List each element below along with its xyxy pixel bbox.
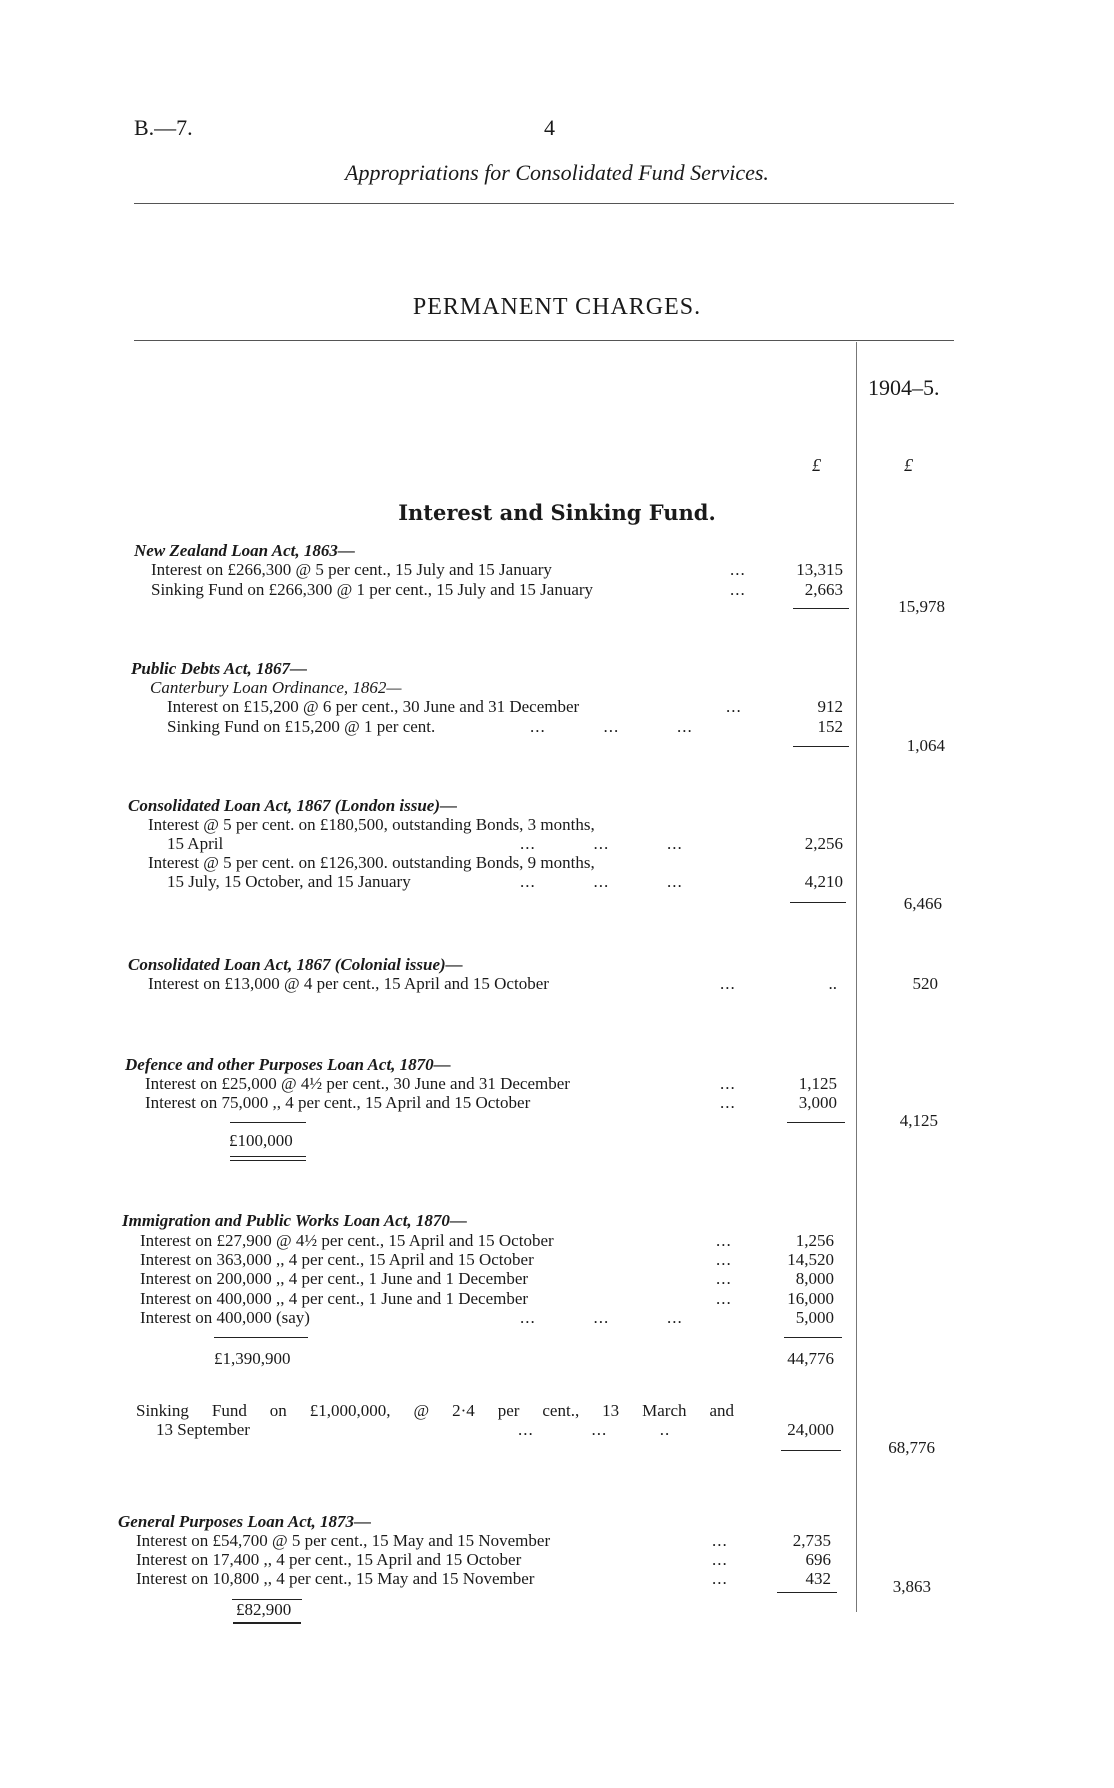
currency-label-total: £ xyxy=(904,455,913,475)
line-item: Interest on 400,000 ,, 4 per cent., 1 June and 1 December xyxy=(140,1289,529,1308)
act-title: Consolidated Loan Act, 1867 (Colonial issue)— xyxy=(128,955,463,974)
line-item: Interest on 200,000 ,, 4 per cent., 1 June and 1 December xyxy=(140,1269,529,1288)
line-amount: 696 xyxy=(805,1550,831,1569)
group-total: 6,466 xyxy=(903,894,942,913)
group-subtotal: 44,776 xyxy=(787,1349,834,1368)
act-title: Defence and other Purposes Loan Act, 1870— xyxy=(125,1055,451,1074)
section-heading: PERMANENT CHARGES. xyxy=(412,294,702,320)
capital-rule xyxy=(214,1337,308,1338)
leader-dots: ... xyxy=(730,560,746,579)
leader-dots: ... xyxy=(712,1550,728,1569)
line-amount: 912 xyxy=(817,697,843,716)
line-amount: 24,000 xyxy=(787,1420,834,1439)
line-amount: .. xyxy=(828,974,837,993)
line-item: Sinking Fund on £266,300 @ 1 per cent., 15 July and 15 January xyxy=(151,580,594,599)
leader-dots: ... xyxy=(720,1093,736,1112)
line-amount: 14,520 xyxy=(787,1250,834,1269)
loan-capital-total: £82,900 xyxy=(236,1600,292,1619)
line-item: Interest @ 5 per cent. on £180,500, outstanding Bonds, 3 months, xyxy=(148,815,595,834)
leader-dots: ... xyxy=(716,1231,732,1250)
line-item: Interest @ 5 per cent. on £126,300. outstanding Bonds, 9 months, xyxy=(148,853,595,872)
year-column-header: 1904–5. xyxy=(868,375,940,400)
line-amount: 1,256 xyxy=(795,1231,834,1250)
line-amount: 2,256 xyxy=(804,834,843,853)
line-amount: 3,000 xyxy=(798,1093,837,1112)
line-item: Interest on £266,300 @ 5 per cent., 15 July and 15 January xyxy=(151,560,552,579)
group-total: 3,863 xyxy=(892,1577,931,1596)
sum-rule xyxy=(787,1122,845,1123)
line-item: Interest on £15,200 @ 6 per cent., 30 June and 31 December xyxy=(167,697,580,716)
line-item: Interest on 10,800 ,, 4 per cent., 15 May and 15 November xyxy=(136,1569,535,1588)
group-total: 68,776 xyxy=(888,1438,935,1457)
group-total: 520 xyxy=(912,974,938,993)
leader-dots: ... ... .. xyxy=(518,1420,671,1439)
act-title: Immigration and Public Works Loan Act, 1870— xyxy=(122,1211,467,1230)
line-item: Interest on £54,700 @ 5 per cent., 15 May and 15 November xyxy=(136,1531,551,1550)
line-item: Interest on 75,000 ,, 4 per cent., 15 April and 15 October xyxy=(145,1093,531,1112)
line-item-continued: 15 April xyxy=(167,834,224,853)
loan-capital-total: £100,000 xyxy=(229,1131,293,1150)
line-amount: 432 xyxy=(805,1569,831,1588)
leader-dots: ... ... ... xyxy=(520,834,683,853)
leader-dots: ... xyxy=(712,1569,728,1588)
act-title: New Zealand Loan Act, 1863— xyxy=(134,541,355,560)
line-item: Interest on £27,900 @ 4½ per cent., 15 April and 15 October xyxy=(140,1231,554,1250)
leader-dots: ... xyxy=(716,1250,732,1269)
sum-rule xyxy=(793,608,849,609)
double-rule xyxy=(230,1156,306,1161)
line-item-continued: 13 September xyxy=(156,1420,250,1439)
leader-dots: ... xyxy=(712,1531,728,1550)
leader-dots: ... xyxy=(716,1289,732,1308)
line-item: Interest on £25,000 @ 4½ per cent., 30 June and 31 December xyxy=(145,1074,570,1093)
line-item-continued: 15 July, 15 October, and 15 January xyxy=(167,872,411,891)
page-number: 4 xyxy=(544,115,555,140)
act-title: Consolidated Loan Act, 1867 (London issue)— xyxy=(128,796,458,815)
line-item: Interest on 363,000 ,, 4 per cent., 15 April and 15 October xyxy=(140,1250,534,1269)
page-title: Appropriations for Consolidated Fund Services. xyxy=(345,160,769,185)
document-reference: B.—7. xyxy=(134,115,193,140)
line-amount: 13,315 xyxy=(796,560,843,579)
heading-rule xyxy=(134,340,954,341)
line-amount: 2,663 xyxy=(804,580,843,599)
line-amount: 152 xyxy=(817,717,843,736)
line-amount: 5,000 xyxy=(795,1308,834,1327)
loan-capital-total: £1,390,900 xyxy=(214,1349,291,1368)
line-item: Sinking Fund on £15,200 @ 1 per cent. xyxy=(167,717,436,736)
leader-dots: ... ... ... xyxy=(530,717,693,736)
group-total: 15,978 xyxy=(898,597,945,616)
leader-dots: ... xyxy=(730,580,746,599)
act-title: Public Debts Act, 1867— xyxy=(131,659,307,678)
line-item: Interest on £13,000 @ 4 per cent., 15 April and 15 October xyxy=(148,974,549,993)
line-item: Interest on 400,000 (say) xyxy=(140,1308,310,1327)
capital-rule xyxy=(230,1122,306,1123)
line-amount: 8,000 xyxy=(795,1269,834,1288)
leader-dots: ... xyxy=(716,1269,732,1288)
leader-dots: ... ... ... xyxy=(520,872,683,891)
leader-dots: ... xyxy=(720,1074,736,1093)
header-rule xyxy=(134,203,954,204)
sum-rule xyxy=(793,746,849,747)
act-title: General Purposes Loan Act, 1873— xyxy=(118,1512,371,1531)
currency-label-amount: £ xyxy=(812,455,821,475)
sub-act-title: Canterbury Loan Ordinance, 1862— xyxy=(150,678,402,697)
line-amount: 4,210 xyxy=(804,872,843,891)
leader-dots: ... xyxy=(726,697,742,716)
group-total: 4,125 xyxy=(899,1111,938,1130)
line-amount: 1,125 xyxy=(798,1074,837,1093)
sum-rule xyxy=(777,1592,837,1593)
line-amount: 2,735 xyxy=(792,1531,831,1550)
group-total: 1,064 xyxy=(906,736,945,755)
capital-underline xyxy=(233,1622,301,1624)
line-amount: 16,000 xyxy=(787,1289,834,1308)
sum-rule xyxy=(790,902,846,903)
sum-rule xyxy=(784,1337,842,1338)
line-item: Sinking Fund on £1,000,000, @ 2·4 per cent., 13 March and xyxy=(136,1401,734,1420)
line-item: Interest on 17,400 ,, 4 per cent., 15 April and 15 October xyxy=(136,1550,522,1569)
section-subtitle: Interest and Sinking Fund. xyxy=(398,500,716,525)
sum-rule xyxy=(781,1450,841,1451)
leader-dots: ... xyxy=(720,974,736,993)
leader-dots: ... ... ... xyxy=(520,1308,683,1327)
